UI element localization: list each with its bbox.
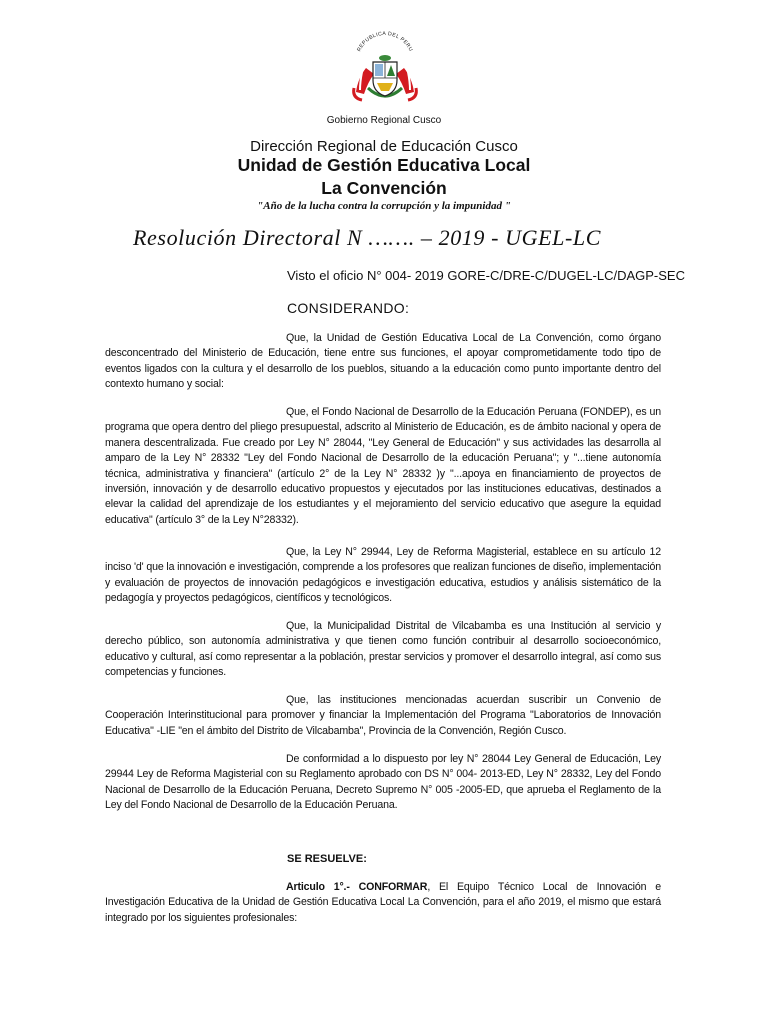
paragraph-text: Que, la Unidad de Gestión Educativa Local de La Convención, como órgano desconcentrado del Ministerio de Educación, tiene entre sus funciones, el apoyar comprometidamente todo tipo de eventos ligados con la cultura y el desarrollo de los pueblos, situando a la educación como punto importante dentro del contexto humano y social:: [105, 332, 661, 391]
year-motto: "Año de la lucha contra la corrupción y la impunidad ": [257, 200, 511, 212]
paragraph: [105, 693, 661, 739]
gobierno-regional-label: Gobierno Regional Cusco: [326, 115, 442, 126]
resolution-title: Resolución Directoral N ……. – 2019 - UGEL-LC: [133, 225, 602, 250]
articulo-text: , El Equipo Técnico Local de Innovación e Investigación Educativa de la Unidad de Gestión Educativa Local La Convención, para el año 2019, el mismo que estará integrado por los siguientes profesionales:: [105, 881, 661, 924]
paragraph-text: Que, el Fondo Nacional de Desarrollo de la Educación Peruana (FONDEP), es un programa que opera dentro del pliego presupuestal, adscrito al Ministerio de Educación, es de ámbito nacional y opera de manera descentralizada. Fue creado por Ley N° 28044, "Ley General de Educación" y sus actividades las desarrolla al amparo de la Ley N° 28332 "Ley del Fondo Nacional de Desarrollo de la educación Peruana"; y "...tiene autonomía técnica, administrativa y financiera" (artículo 2° de la Ley N° 28332 )y "...apoya en financiamiento de proyectos de inversión, innovación y de desarrollo educativo propuestos y ejecutados por las instituciones educativas, destinados a elevar la calidad del aprendizaje de los estudiantes y el mejoramiento del servicio educativo que asegure la equidad educativa" (artículo 3° de la Ley N°28332).: [105, 406, 661, 526]
articulo-label: Articulo 1°.-: [286, 881, 350, 893]
paragraph-text: De conformidad a lo dispuesto por ley N° 28044 Ley General de Educación, Ley 29944 Ley de Reforma Magisterial con su Reglamento aprobado con DS N° 004- 2013-ED, Ley N° 28332, Ley del Fondo Nacional de Desarrollo de la Educación Peruana, Decreto Supremo N° 005 -2005-ED, que aprueba el Reglamento de la Ley del Fondo Nacional de Desarrollo de la Educación Peruana.: [105, 753, 661, 812]
se-resuelve-heading: SE RESUELVE:: [287, 853, 367, 865]
paragraph-text: Que, las instituciones mencionadas acuerdan suscribir un Convenio de Cooperación Interinstitucional para promover y financiar la Implementación del Programa "Laboratorios de Innovación Educativa" -LIE "en el ámbito del Distrito de Vilcabamba", Provincia de la Convención, Región Cusco.: [105, 694, 661, 737]
paragraph: [105, 752, 661, 814]
paragraph-text: Que, la Ley N° 29944, Ley de Reforma Magisterial, establece en su artículo 12 inciso 'd' que la innovación e investigación, comprende a los profesores que realizan funciones de diseño, implementación y evaluación de proyectos de innovación pedagógicos e investigación educativa, estudios y análisis sistemático de la pedagogía y proyectos pedagógicos, científicos y tecnológicos.: [105, 546, 661, 605]
paragraph: [105, 405, 661, 528]
paragraph: [105, 619, 661, 681]
svg-text:REPUBLICA DEL PERU: REPUBLICA DEL PERU: [356, 30, 414, 53]
paragraph-text: Que, la Municipalidad Distrital de Vilcabamba es una Institución al servicio y derecho público, son autonomía administrativa y que tienen como función contribuir al desarrollo socioeconómico, educativo y cultural, así como representar a la población, prestar servicios y promover el desarrollo integral, así como sus competencias y funciones.: [105, 620, 661, 679]
unidad-title: Unidad de Gestión Educativa Local: [237, 155, 531, 175]
coat-of-arms-icon: [344, 28, 426, 110]
paragraph: [105, 545, 661, 607]
articulo-1: [105, 880, 661, 926]
articulo-verb: CONFORMAR: [358, 881, 428, 893]
visto-line: Visto el oficio N° 004- 2019 GORE-C/DRE-C/DUGEL-LC/DAGP-SEC: [287, 268, 685, 283]
paragraph: [105, 331, 661, 393]
direccion-regional-label: Dirección Regional de Educación Cusco: [250, 138, 518, 155]
considerando-heading: CONSIDERANDO:: [287, 300, 410, 316]
lugar-title: La Convención: [321, 178, 447, 198]
